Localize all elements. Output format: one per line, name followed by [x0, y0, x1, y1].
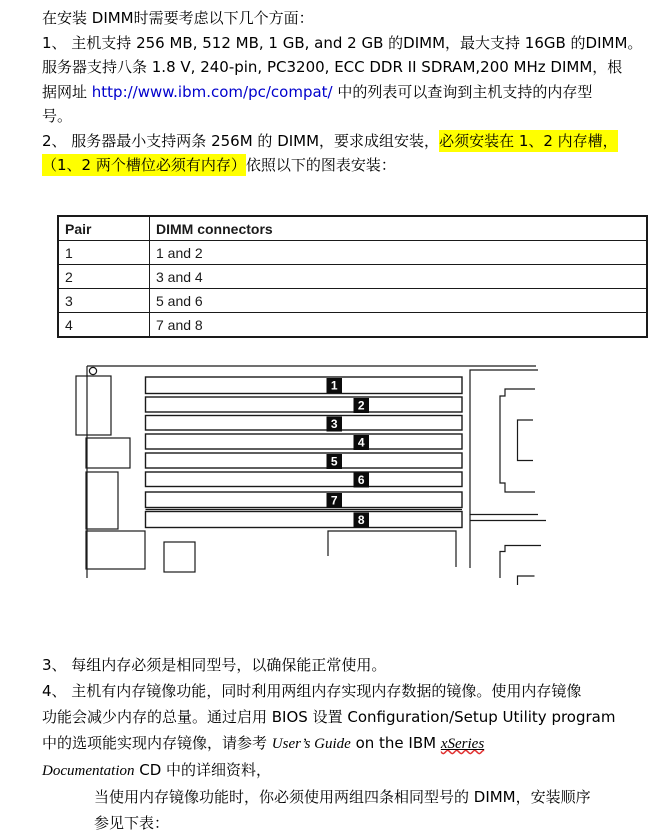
component-block — [86, 472, 118, 529]
url-suffix-text: 中的列表可以查询到主机支持的内存型 — [332, 82, 593, 101]
line7-highlighted-text: （1、2 两个槽位必须有内存） — [42, 156, 246, 174]
dimm-slot — [146, 453, 463, 468]
cell-pair-3: 3 — [58, 289, 150, 313]
note-line-3: 功能会减少内存的总量。通过启用 BIOS 设置 Configuration/Setup Utility program — [42, 708, 616, 726]
cell-connectors-1: 1 and 2 — [150, 241, 648, 265]
dimm-slot — [146, 512, 463, 528]
svg-text:2: 2 — [357, 398, 365, 413]
svg-text:5: 5 — [330, 454, 338, 469]
cell-pair-1: 1 — [58, 241, 150, 265]
slot-number-badge — [327, 454, 343, 469]
note-line-6: 当使用内存镜像功能时，你必须使用两组四条相同型号的 DIMM，安装顺序 — [94, 788, 591, 806]
slot-number-badge — [354, 513, 370, 528]
notes-paragraphs — [42, 652, 615, 836]
dimm-slot — [146, 492, 463, 508]
intro-line-5: 号。 — [42, 107, 73, 125]
svg-text:8: 8 — [357, 513, 365, 528]
dimm-slot — [146, 434, 463, 449]
line6-plain-text: 2、 服务器最小支持两条 256M 的 DIMM，要求成组安装， — [42, 131, 440, 150]
table-row — [58, 241, 647, 265]
component-block — [86, 438, 130, 468]
url-prefix-text: 据网址 — [42, 82, 92, 101]
header-cell-pair: Pair — [58, 216, 150, 241]
users-guide-title: User’s Guide — [271, 736, 351, 752]
table-row — [58, 265, 647, 289]
slot-number-badge — [354, 435, 370, 450]
cell-pair-4: 4 — [58, 313, 150, 338]
documentation-title: Documentation — [42, 763, 135, 779]
table-row — [58, 313, 647, 338]
header-cell-dimm-connectors: DIMM connectors — [150, 216, 648, 241]
slot-number-badge — [327, 417, 343, 432]
bracket-inner-outline — [518, 420, 534, 461]
svg-text:3: 3 — [330, 417, 338, 432]
cell-pair-2: 2 — [58, 265, 150, 289]
right-bay-outline — [470, 370, 538, 515]
svg-text:1: 1 — [330, 378, 338, 393]
dimm-slot — [146, 472, 463, 487]
svg-text:7: 7 — [330, 493, 338, 508]
table-header-row — [58, 216, 647, 241]
intro-line-4 — [42, 80, 642, 105]
note-line-7: 参见下表： — [94, 814, 170, 832]
line7-plain-text: 依照以下的图表安装： — [245, 156, 396, 174]
line6-highlighted-text: 必须安装在 1、2 内存槽， — [439, 131, 618, 150]
intro-line-6 — [42, 129, 642, 154]
ibm-compat-link[interactable]: http://www.ibm.com/pc/compat/ — [91, 82, 333, 101]
dimm-pair-table — [57, 215, 648, 338]
intro-line-2: 1、 主机支持 256 MB, 512 MB, 1 GB, and 2 GB 的DIMM，最大支持 16GB 的DIMM。 — [42, 33, 643, 52]
component-block — [164, 542, 195, 572]
dimm-slot — [146, 397, 463, 412]
component-block — [76, 376, 111, 435]
xseries-spellcheck-underline — [441, 734, 484, 752]
slot-number-badge — [327, 493, 343, 508]
lower-bracket-inner-outline — [518, 576, 535, 585]
connector-outline — [328, 531, 456, 567]
note-line-5 — [42, 757, 615, 784]
svg-text:6: 6 — [357, 473, 365, 488]
cell-connectors-3: 5 and 6 — [150, 289, 648, 313]
note-line-4 — [42, 730, 615, 757]
svg-text:4: 4 — [357, 435, 365, 450]
mounting-hole-icon — [89, 367, 96, 374]
note-line-2: 4、 主机有内存镜像功能，同时利用两组内存实现内存数据的镜像。使用内存镜像 — [42, 682, 582, 700]
lower-bracket-outline — [500, 546, 541, 579]
table-row — [58, 289, 647, 313]
slot-number-badge — [354, 398, 370, 413]
slot-number-badge — [327, 378, 343, 393]
cell-connectors-4: 7 and 8 — [150, 313, 648, 338]
intro-paragraphs — [42, 6, 642, 178]
dimm-slot — [146, 416, 463, 431]
component-block — [86, 531, 145, 569]
note4-mid-text: on the IBM — [350, 734, 441, 752]
slot-number-badge — [354, 473, 370, 488]
intro-line-7 — [42, 153, 642, 178]
motherboard-diagram — [70, 358, 552, 590]
dimm-slot — [146, 377, 463, 394]
note5-plain-text: CD 中的详细资料， — [134, 761, 272, 779]
cell-connectors-2: 3 and 4 — [150, 265, 648, 289]
note4-plain-text: 中的选项能实现内存镜像，请参考 — [42, 734, 272, 752]
xseries-title: xSeries — [440, 736, 485, 752]
note-line-1: 3、 每组内存必须是相同型号，以确保能正常使用。 — [42, 656, 387, 674]
intro-line-3: 服务器支持八条 1.8 V, 240-pin, PC3200, ECC DDR II SDRAM,200 MHz DIMM，根 — [42, 58, 623, 76]
intro-line-1: 在安装 DIMM时需要考虑以下几个方面： — [42, 9, 314, 27]
